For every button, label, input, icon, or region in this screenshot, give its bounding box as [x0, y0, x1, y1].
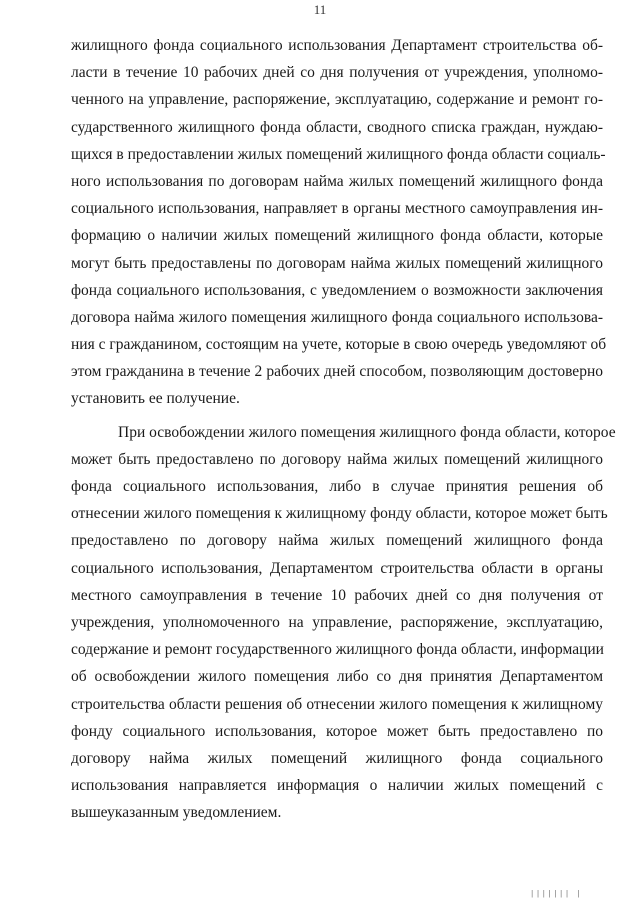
text-line: этом гражданина в течение 2 рабочих дней способом, позволяющим достоверно: [71, 363, 603, 381]
text-line: сударственного жилищного фонда области, сводного списка граждан, нуждаю-: [71, 118, 603, 136]
text-line: содержание и ремонт государственного жилищного фонда области, информации: [71, 641, 604, 659]
text-line: фонда социального использования, с уведомлением о возможности заключения: [71, 281, 603, 299]
text-line: фонду социального использования, которое может быть предоставлено по: [71, 722, 603, 740]
text-line: жилищного фонда социального использования Департамент строительства об-: [71, 37, 603, 54]
text-line: ного использования по договорам найма жилых помещений жилищного фонда: [71, 172, 603, 190]
paragraph-1: [71, 32, 607, 413]
text-line: вышеуказанным уведомлением.: [71, 804, 282, 822]
text-line: предоставлено по договору найма жилых помещений жилищного фонда: [71, 532, 603, 550]
text-line: ласти в течение 10 рабочих дней со дня получения от учреждения, уполномо-: [71, 64, 603, 82]
text-line: При освобождении жилого помещения жилищного фонда области, которое: [118, 423, 616, 441]
text-line: ния с гражданином, состоящим на учете, которые в свою очередь уведомляют об: [71, 336, 607, 354]
text-line: формацию о наличии жилых помещений жилищного фонда области, которые: [71, 227, 603, 245]
text-line: договору найма жилых помещений жилищного фонда социального: [71, 749, 603, 767]
page-number: 11: [313, 2, 327, 17]
text-line: использования направляется информация о наличии жилых помещений с: [71, 777, 603, 795]
text-line: социального использования, Департаментом строительства области в органы: [71, 559, 603, 577]
text-line: щихся в предоставлении жилых помещений жилищного фонда области социаль-: [71, 145, 606, 163]
text-line: ченного на управление, распоряжение, эксплуатацию, содержание и ремонт го-: [71, 91, 603, 109]
text-line: социального использования, направляет в органы местного самоуправления ин-: [71, 200, 603, 218]
document-barcode-mark: ||||||| |: [529, 890, 582, 899]
text-line: отнесении жилого помещения к жилищному фонду области, которое может быть: [71, 505, 608, 523]
text-line: договора найма жилого помещения жилищного фонда социального использова-: [71, 308, 603, 326]
text-line: фонда социального использования, либо в случае принятия решения об: [71, 478, 603, 495]
paragraph-2: [71, 419, 616, 827]
document-body: [71, 32, 616, 826]
text-line: об освобождении жилого помещения либо со дня принятия Департаментом: [71, 668, 603, 686]
text-line: местного самоуправления в течение 10 рабочих дней со дня получения от: [71, 586, 603, 604]
text-line: учреждения, уполномоченного на управление, распоряжение, эксплуатацию,: [71, 613, 603, 631]
text-line: установить ее получение.: [71, 390, 240, 408]
text-line: строительства области решения об отнесении жилого помещения к жилищному: [71, 695, 603, 713]
text-line: может быть предоставлено по договору найма жилых помещений жилищного: [71, 450, 603, 468]
text-line: могут быть предоставлены по договорам найма жилых помещений жилищного: [71, 254, 603, 272]
